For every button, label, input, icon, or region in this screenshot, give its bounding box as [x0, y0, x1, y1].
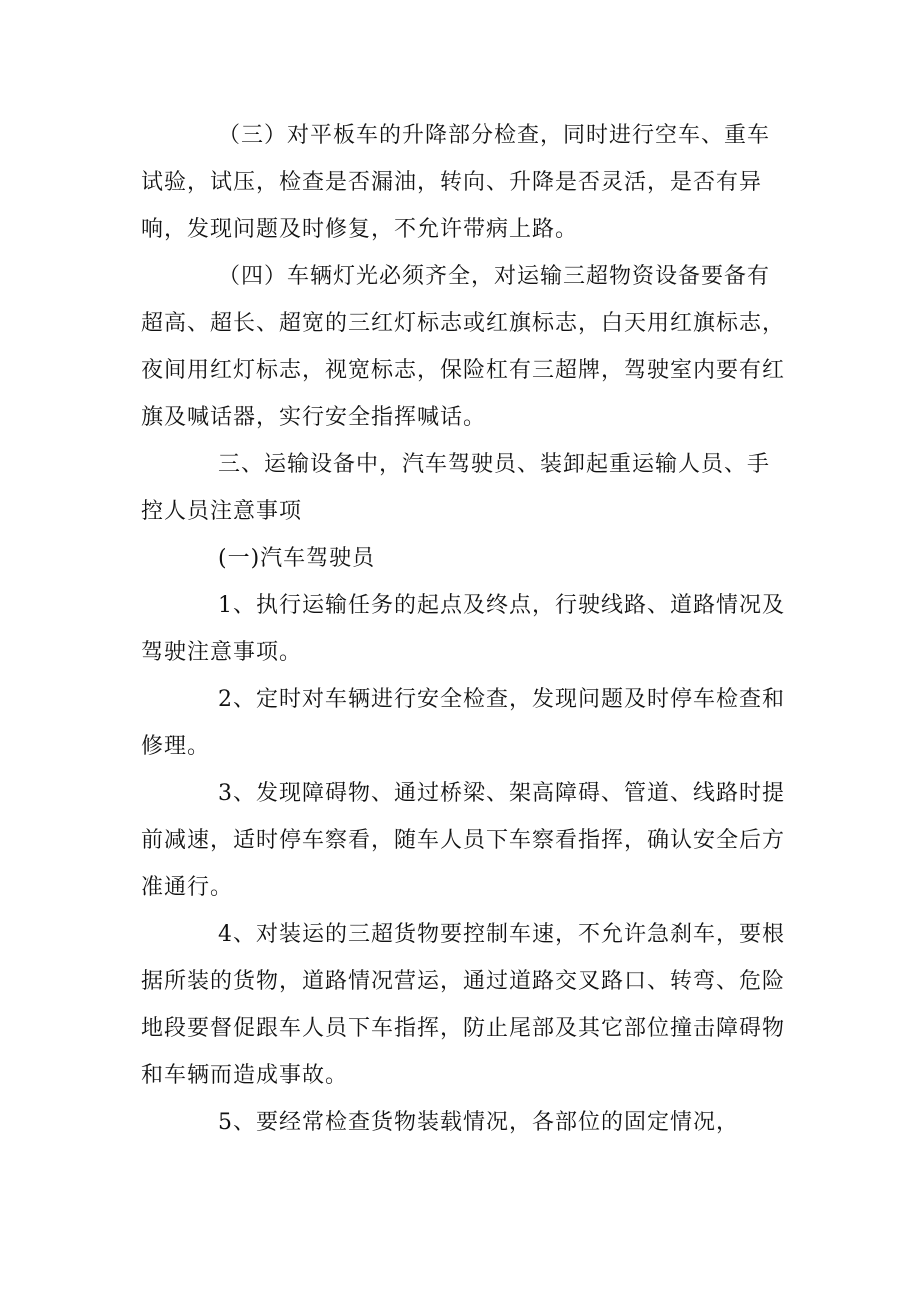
list-item-3: 3、发现障碍物、通过桥梁、架高障碍、管道、线路时提前减速，适时停车察看，随车人员下车察看指挥，确认安全后方准通行。	[141, 781, 786, 900]
list-item-2: 2、定时对车辆进行安全检查，发现问题及时停车检查和修理。	[141, 687, 785, 759]
section-heading-precautions: 三、运输设备中，汽车驾驶员、装卸起重运输人员、手控人员注意事项	[141, 452, 771, 524]
paragraph-flatbed-lift-check: （三）对平板车的升降部分检查，同时进行空车、重车试验，试压，检查是否漏油，转向、升降是否灵活，是否有异响，发现问题及时修复，不允许带病上路。	[141, 123, 771, 242]
document-body	[141, 112, 791, 1146]
subheading-driver: (一)汽车驾驶员	[218, 546, 376, 571]
list-item-1: 1、执行运输任务的起点及终点，行驶线路、道路情况及驾驶注意事项。	[141, 593, 785, 665]
list-item-5: 5、要经常检查货物装载情况，各部位的固定情况，	[218, 1110, 739, 1135]
paragraph-vehicle-lights: （四）车辆灯光必须齐全，对运输三超物资设备要备有超高、超长、超宽的三红灯标志或红旗标志，白天用红旗标志，夜间用红灯标志，视宽标志，保险杠有三超牌，驾驶室内要有红旗及喊话器，实行安全指挥喊话。	[141, 264, 786, 430]
list-item-4: 4、对装运的三超货物要控制车速，不允许急刹车，要根据所装的货物，道路情况营运，通过道路交叉路口、转弯、危险地段要督促跟车人员下车指挥，防止尾部及其它部位撞击障碍物和车辆而造成事故。	[141, 922, 786, 1088]
